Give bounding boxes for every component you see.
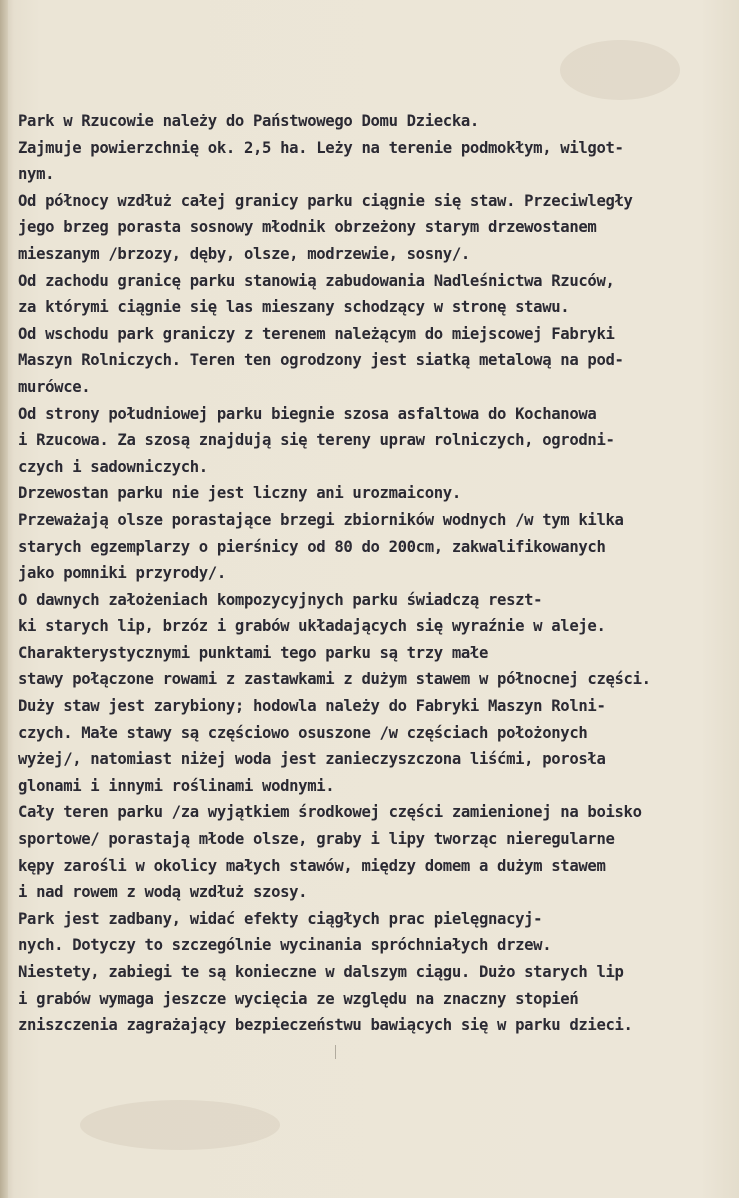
paper-stain [80, 1100, 280, 1150]
text-line: Zajmuje powierzchnię ok. 2,5 ha. Leży na terenie podmokłym, wilgot- [18, 138, 624, 157]
text-line: mieszanym /brzozy, dęby, olsze, modrzewie, sosny/. [18, 244, 470, 263]
text-line: i grabów wymaga jeszcze wycięcia ze względu na znaczny stopień [18, 989, 579, 1008]
text-line: jego brzeg porasta sosnowy młodnik obrzeżony starym drzewostanem [18, 218, 597, 237]
text-line: za którymi ciągnie się las mieszany schodzący w stronę stawu. [18, 298, 570, 317]
paper-stain [560, 40, 680, 100]
text-line: Duży staw jest zarybiony; hodowla należy do Fabryki Maszyn Rolni- [18, 697, 606, 716]
text-line: glonami i innymi roślinami wodnymi. [18, 776, 335, 795]
text-line: nym. [18, 165, 55, 184]
text-line: sportowe/ porastają młode olsze, graby i lipy tworząc nieregularne [18, 830, 615, 849]
text-line: stawy połączone rowami z zastawkami z dużym stawem w północnej części. [18, 670, 651, 689]
text-line: Charakterystycznymi punktami tego parku są trzy małe [18, 643, 488, 662]
text-line: Park jest zadbany, widać efekty ciągłych prac pielęgnacyj- [18, 909, 543, 928]
text-line: Od północy wzdłuż całej granicy parku ciągnie się staw. Przeciwległy [18, 191, 633, 210]
text-line: Cały teren parku /za wyjątkiem środkowej części zamienionej na boisko [18, 803, 642, 822]
text-line: Od strony południowej parku biegnie szosa asfaltowa do Kochanowa [18, 404, 597, 423]
text-line: nych. Dotyczy to szczególnie wycinania spróchniałych drzew. [18, 936, 552, 955]
text-line: Drzewostan parku nie jest liczny ani urozmaicony. [18, 484, 461, 503]
text-line: starych egzemplarzy o pierśnicy od 80 do 200cm, zakwalifikowanych [18, 537, 606, 556]
text-line: O dawnych założeniach kompozycyjnych parku świadczą reszt- [18, 590, 543, 609]
text-line: Od zachodu granicę parku stanowią zabudowania Nadleśnictwa Rzuców, [18, 271, 615, 290]
text-line: ki starych lip, brzóz i grabów układających się wyraźnie w aleje. [18, 617, 606, 636]
text-line: Od wschodu park graniczy z terenem należącym do miejscowej Fabryki [18, 324, 615, 343]
text-line: kępy zarośli w okolicy małych stawów, między domem a dużym stawem [18, 856, 606, 875]
document-body [18, 108, 730, 1039]
paper-mark [335, 1045, 336, 1059]
paper-left-edge [0, 0, 8, 1198]
text-line: Maszyn Rolniczych. Teren ten ogrodzony jest siatką metalową na pod- [18, 351, 624, 370]
text-line: zniszczenia zagrażający bezpieczeństwu bawiących się w parku dzieci. [18, 1016, 633, 1035]
text-line: wyżej/, natomiast niżej woda jest zanieczyszczona liśćmi, porosła [18, 750, 606, 769]
text-line: jako pomniki przyrody/. [18, 564, 226, 583]
text-line: Przeważają olsze porastające brzegi zbiorników wodnych /w tym kilka [18, 510, 624, 529]
text-line: Park w Rzucowie należy do Państwowego Domu Dziecka. [18, 112, 479, 130]
text-line: czych i sadowniczych. [18, 457, 208, 476]
text-line: i Rzucowa. Za szosą znajdują się tereny upraw rolniczych, ogrodni- [18, 431, 615, 450]
text-line: czych. Małe stawy są częściowo osuszone /w częściach położonych [18, 723, 588, 742]
text-line: i nad rowem z wodą wzdłuż szosy. [18, 883, 308, 902]
text-line: Niestety, zabiegi te są konieczne w dalszym ciągu. Dużo starych lip [18, 963, 624, 981]
text-line: murówce. [18, 377, 91, 396]
